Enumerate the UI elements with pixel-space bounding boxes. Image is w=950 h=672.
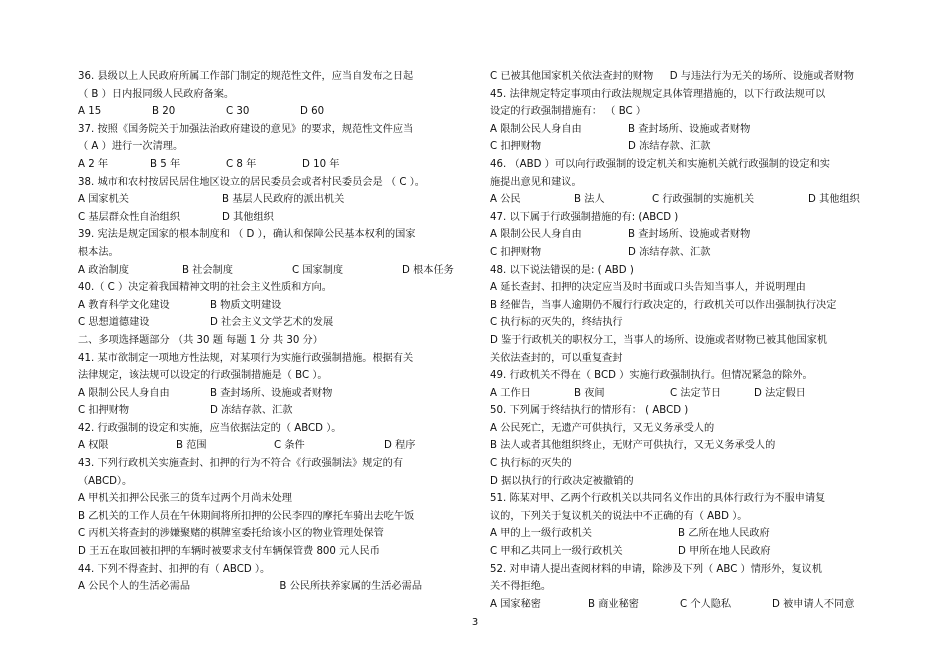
option-item: A 工作日 [490, 387, 531, 399]
option-item: D 程序 [384, 440, 416, 452]
question-line: 37. 按照《国务院关于加强法治政府建设的意见》的要求，规范性文件应当 [78, 123, 414, 135]
option-item: C 行政强制的实施机关 [652, 194, 755, 206]
option-row [78, 297, 473, 315]
option-item: A 2 年 [78, 158, 109, 170]
question-line: 40.（ C ）决定着我国精神文明的社会主义性质和方向。 [78, 282, 332, 294]
option-row [490, 121, 880, 139]
question-line: B 经催告，当事人逾期仍不履行行政决定的，行政机关可以作出强制执行决定 [490, 299, 837, 311]
question-line: D 鉴于行政机关的职权分工，当事人的场所、设施或者财物已被其他国家机 [490, 334, 828, 346]
option-item: C 扣押财物 [490, 246, 542, 258]
question-line: 44. 下列不得查封、扣押的有（ ABCD ）。 [78, 563, 271, 575]
question-line: 50. 下列属于终结执行的情形有： ( ABCD ) [490, 405, 689, 417]
question-line: A 甲机关扣押公民张三的货车过两个月尚未处理 [78, 493, 292, 505]
option-item: A 限制公民人身自由 [490, 123, 582, 135]
option-item: C 8 年 [226, 158, 257, 170]
option-item: C 思想道德建设 [78, 317, 150, 329]
page-number: 3 [471, 617, 479, 628]
question-line: 设定的行政强制措施有： （ BC ） [490, 106, 647, 118]
question-line: 52. 对申请人提出查阅材料的申请，除涉及下列（ ABC ）情形外，复议机 [490, 563, 823, 575]
option-item: C 国家制度 [292, 264, 344, 276]
question-line: 二、多项选择题部分 （共 30 题 每题 1 分 共 30 分） [78, 334, 323, 346]
option-row [78, 437, 473, 455]
option-item: D 根本任务 [402, 264, 454, 276]
option-item: A 教育科学文化建设 [78, 299, 170, 311]
question-line: 关依法查封的，可以重复查封 [490, 352, 623, 364]
option-item: B 范围 [176, 440, 207, 452]
option-item: B 夜间 [574, 387, 605, 399]
option-item: C 扣押财物 [78, 405, 130, 417]
option-item: D 10 年 [302, 158, 340, 170]
question-line: 根本法。 [78, 246, 119, 258]
question-line: B 法人或者其他组织终止，无财产可供执行，又无义务承受人的 [490, 440, 776, 452]
option-row [490, 525, 880, 543]
option-item: B 乙所在地人民政府 [678, 528, 770, 540]
option-row [490, 385, 880, 403]
question-line: 36. 县级以上人民政府所属工作部门制定的规范性文件，应当自发布之日起 [78, 71, 414, 82]
option-item: B 20 [152, 106, 176, 118]
option-item: B 公民所扶养家属的生活必需品 [279, 581, 423, 593]
question-line: 法律规定，该法规可以设定的行政强制措施是（ BC ）。 [78, 370, 328, 382]
option-item: A 公民 [490, 194, 521, 206]
option-item: C 个人隐私 [680, 598, 732, 610]
question-line: 43. 下列行政机关实施查封、扣押的行为不符合《行政强制法》规定的有 [78, 458, 404, 470]
question-line: 49. 行政机关不得在（ BCD ）实施行政强制执行。但情况紧急的除外。 [490, 370, 813, 382]
option-item: B 查封场所、设施或者财物 [210, 387, 333, 399]
question-line: 38. 城市和农村按居民居住地区设立的居民委员会或者村民委员会是 （ C ）。 [78, 176, 425, 188]
question-line: 47. 以下属于行政强制措施的有: (ABCD ) [490, 211, 679, 223]
option-row [78, 314, 473, 332]
option-row [490, 596, 880, 614]
option-item: D 60 [300, 106, 325, 118]
question-line: A 公民死亡，无遗产可供执行，又无义务承受人的 [490, 422, 715, 434]
option-row [78, 209, 473, 227]
option-row [490, 543, 880, 561]
option-item: D 冻结存款、汇款 [628, 246, 711, 258]
option-item: C 基层群众性自治组织 [78, 211, 181, 223]
option-item: B 物质文明建设 [210, 299, 282, 311]
question-line: B 乙机关的工作人员在午休期间将所扣押的公民李四的摩托车骑出去吃午饭 [78, 510, 415, 522]
option-item: A 权限 [78, 440, 109, 452]
option-item: B 查封场所、设施或者财物 [628, 229, 751, 241]
option-row [78, 103, 473, 121]
right-column [490, 68, 880, 613]
option-item: D 法定假日 [754, 387, 806, 399]
option-row [78, 385, 473, 403]
question-line: （ B ）日内报同级人民政府备案。 [78, 88, 235, 100]
option-item: D 甲所在地人民政府 [678, 546, 771, 558]
question-line: 51. 陈某对甲、乙两个行政机关以共同名义作出的具体行政行为不服申请复 [490, 493, 826, 505]
option-item: C 已被其他国家机关依法查封的财物 [490, 71, 654, 82]
question-line: C 丙机关将查封的涉嫌聚赌的棋牌室委托给该小区的物业管理处保管 [78, 528, 384, 540]
question-line: 45. 法律规定特定事项由行政法规规定具体管理措施的，以下行政法规可以 [490, 88, 826, 100]
question-line: 施提出意见和建议。 [490, 176, 582, 188]
option-item: D 与违法行为无关的场所、设施或者财物 [669, 71, 854, 82]
option-item: D 冻结存款、汇款 [628, 141, 711, 153]
question-line: 46. （ABD ）可以向行政强制的设定机关和实施机关就行政强制的设定和实 [490, 158, 830, 170]
option-item: C 法定节日 [670, 387, 722, 399]
option-item: D 社会主义文学艺术的发展 [210, 317, 334, 329]
question-line: D 王五在取回被扣押的车辆时被要求支付车辆保管费 800 元人民币 [78, 546, 380, 558]
option-item: C 30 [226, 106, 250, 118]
option-item: A 15 [78, 106, 102, 118]
question-line: 39. 宪法是规定国家的根本制度和 （ D ），确认和保障公民基本权利的国家 [78, 229, 416, 241]
option-row [78, 191, 473, 209]
question-line: A 延长查封、扣押的决定应当及时书面或口头告知当事人，并说明理由 [490, 282, 806, 294]
option-item: D 被申请人不同意 [772, 598, 855, 610]
option-item: D 其他组织 [222, 211, 274, 223]
option-row [78, 402, 473, 420]
option-item: A 公民个人的生活必需品 [78, 581, 191, 593]
option-item: C 条件 [274, 440, 305, 452]
question-line: 议的，下列关于复议机关的说法中不正确的有（ ABD ）。 [490, 510, 748, 522]
option-row [490, 244, 880, 262]
option-item: A 政治制度 [78, 264, 129, 276]
option-item: C 扣押财物 [490, 141, 542, 153]
option-item: D 其他组织 [808, 194, 860, 206]
question-line: 48. 以下说法错误的是: ( ABD ) [490, 264, 634, 276]
option-item: B 商业秘密 [588, 598, 639, 610]
question-line: （ A ）进行一次清理。 [78, 141, 184, 153]
question-line: D 据以执行的行政决定被撤销的 [490, 475, 634, 487]
option-row [78, 262, 473, 280]
option-row [78, 578, 473, 596]
option-item: A 限制公民人身自由 [78, 387, 170, 399]
option-row [490, 226, 880, 244]
option-item: D 冻结存款、汇款 [210, 405, 293, 417]
option-item: A 甲的上一级行政机关 [490, 528, 592, 540]
question-line: 42. 行政强制的设定和实施，应当依据法定的（ ABCD ）。 [78, 422, 342, 434]
question-line: C 执行标的灭失的，终结执行 [490, 317, 623, 329]
question-line: 41. 某市欲制定一项地方性法规，对某项行为实施行政强制措施。根据有关 [78, 352, 414, 364]
option-item: B 基层人民政府的派出机关 [222, 194, 345, 206]
option-item: A 国家机关 [78, 194, 129, 206]
option-row [490, 191, 880, 209]
option-row [78, 156, 473, 174]
option-row [490, 68, 880, 86]
option-item: A 国家秘密 [490, 598, 541, 610]
option-item: A 限制公民人身自由 [490, 229, 582, 241]
option-item: C 甲和乙共同上一级行政机关 [490, 546, 623, 558]
option-item: B 法人 [574, 194, 605, 206]
option-item: B 社会制度 [182, 264, 233, 276]
question-line: 关不得拒绝。 [490, 581, 552, 593]
option-item: B 查封场所、设施或者财物 [628, 123, 751, 135]
option-item: B 5 年 [150, 158, 181, 170]
left-column [78, 68, 473, 596]
question-line: C 执行标的灭失的 [490, 458, 572, 470]
question-line: （ABCD）。 [78, 475, 133, 487]
option-row [490, 138, 880, 156]
